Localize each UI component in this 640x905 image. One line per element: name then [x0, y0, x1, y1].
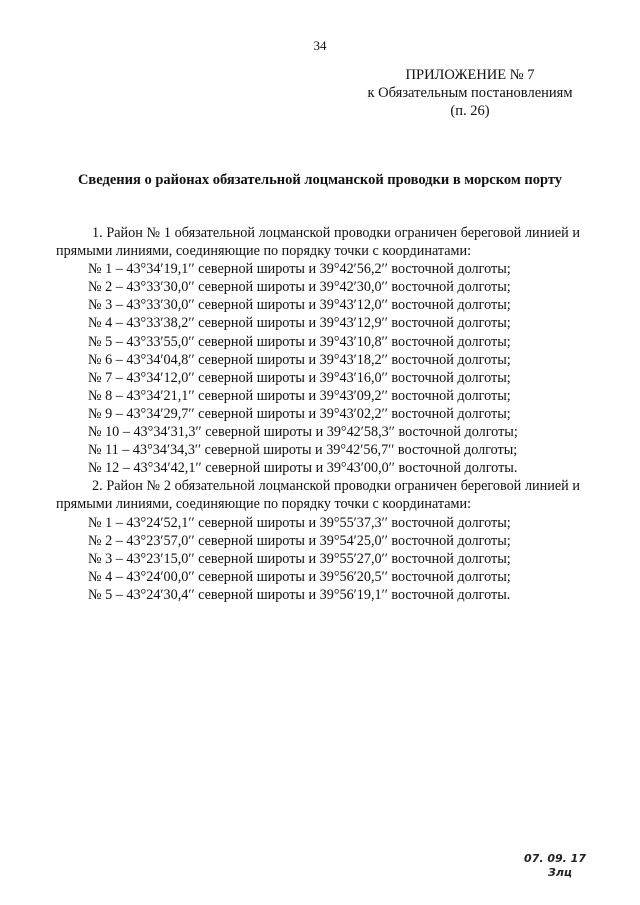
signature-date: 07. 09. 17: [524, 852, 586, 865]
coordinate-point: № 12 – 43°34′42,1′′ северной широты и 39°43′00,0′′ восточной долготы.: [88, 460, 518, 477]
document-body: [56, 224, 580, 604]
coordinate-point: № 3 – 43°33′30,0′′ северной широты и 39°43′12,0′′ восточной долготы;: [88, 297, 511, 314]
coordinate-point: № 5 – 43°24′30,4′′ северной широты и 39°56′19,1′′ восточной долготы.: [88, 586, 511, 603]
coordinate-point: № 9 – 43°34′29,7′′ северной широты и 39°43′02,2′′ восточной долготы;: [88, 405, 511, 422]
coordinate-point: № 10 – 43°34′31,3′′ северной широты и 39°42′58,3′′ восточной долготы;: [88, 424, 518, 441]
appendix-reference: (п. 26): [450, 103, 490, 119]
document-title: Сведения о районах обязательной лоцманской проводки в морском порту: [77, 172, 563, 188]
section-2-intro: 2. Район № 2 обязательной лоцманской проводки ограничен береговой линией и прямыми линиями, соединяющие по порядку точки с координатами:: [56, 478, 580, 513]
appendix-header: [340, 66, 600, 120]
page-number: 34: [313, 38, 327, 53]
coordinate-point: № 3 – 43°23′15,0′′ северной широты и 39°55′27,0′′ восточной долготы;: [88, 550, 511, 567]
coordinate-point: № 8 – 43°34′21,1′′ северной широты и 39°43′09,2′′ восточной долготы;: [88, 387, 511, 404]
coordinate-point: № 4 – 43°33′38,2′′ северной широты и 39°43′12,9′′ восточной долготы;: [88, 315, 511, 332]
coordinate-point: № 11 – 43°34′34,3′′ северной широты и 39°42′56,7′′ восточной долготы;: [88, 442, 518, 459]
coordinate-point: № 2 – 43°23′57,0′′ северной широты и 39°54′25,0′′ восточной долготы;: [88, 532, 511, 549]
coordinate-point: № 4 – 43°24′00,0′′ северной широты и 39°56′20,5′′ восточной долготы;: [88, 568, 511, 585]
appendix-title: ПРИЛОЖЕНИЕ № 7: [405, 67, 535, 83]
coordinate-point: № 1 – 43°24′52,1′′ северной широты и 39°55′37,3′′ восточной долготы;: [88, 514, 511, 531]
coordinate-point: № 6 – 43°34′04,8′′ северной широты и 39°43′18,2′′ восточной долготы;: [88, 351, 511, 368]
handwritten-signature: [524, 852, 586, 880]
coordinate-point: № 5 – 43°33′55,0′′ северной широты и 39°43′10,8′′ восточной долготы;: [88, 333, 511, 350]
coordinate-point: № 7 – 43°34′12,0′′ северной широты и 39°43′16,0′′ восточной долготы;: [88, 369, 511, 386]
coordinate-point: № 1 – 43°34′19,1′′ северной широты и 39°42′56,2′′ восточной долготы;: [88, 261, 511, 278]
section-1-intro: 1. Район № 1 обязательной лоцманской проводки ограничен береговой линией и прямыми линиями, соединяющие по порядку точки с координатами:: [56, 225, 580, 260]
appendix-subtitle: к Обязательным постановлениям: [367, 85, 573, 101]
signature-initials: Злц: [548, 866, 573, 879]
coordinate-point: № 2 – 43°33′30,0′′ северной широты и 39°42′30,0′′ восточной долготы;: [88, 279, 511, 296]
